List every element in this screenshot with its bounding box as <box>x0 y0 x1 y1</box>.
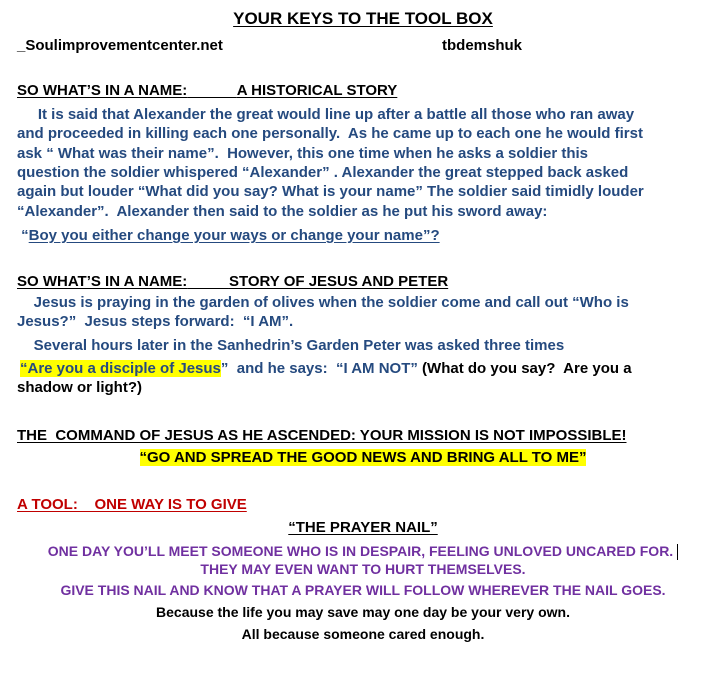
highlighted-question: “Are you a disciple of Jesus <box>20 360 221 377</box>
paragraph-line: and proceeded in killing each one personally. As he came up to each one he would first <box>17 125 643 142</box>
paragraph-line: Several hours later in the Sanhedrin’s Garden Peter was asked three times <box>17 337 565 354</box>
peter-line <box>20 360 632 378</box>
section2-heading <box>17 273 448 291</box>
section4-heading: A TOOL: ONE WAY IS TO GIVE <box>17 496 247 513</box>
quote-open: “ <box>17 227 29 244</box>
alexander-quote <box>17 227 440 245</box>
document-title: YOUR KEYS TO THE TOOL BOX <box>233 9 493 28</box>
aside-text-continued: shadow or light?) <box>17 379 142 396</box>
purple-line-text: ONE DAY YOU’LL MEET SOMEONE WHO IS IN DESPAIR, FEELING UNLOVED UNCARED FOR. <box>47 543 674 559</box>
paragraph-line: Jesus is praying in the garden of olives when the soldier come and call out “Who is <box>17 294 629 311</box>
closing-line: Because the life you may save may one day be your very own. <box>156 604 570 620</box>
text-cursor <box>677 544 678 560</box>
paragraph-line: ask “ What was their name”. However, this one time when he asks a soldier this <box>17 145 589 162</box>
purple-line <box>0 542 726 560</box>
purple-line: GIVE THIS NAIL AND KNOW THAT A PRAYER WILL FOLLOW WHEREVER THE NAIL GOES. <box>60 582 666 598</box>
highlighted-command: “GO AND SPREAD THE GOOD NEWS AND BRING ALL TO ME” <box>139 449 587 466</box>
quote-text: Boy you either change your ways or change your name”? <box>28 227 440 244</box>
paragraph-line: It is said that Alexander the great would line up after a battle all those who ran away <box>17 106 635 123</box>
aside-text: (What do you say? Are you a <box>417 360 632 377</box>
command-line <box>0 449 726 467</box>
section1-heading <box>17 82 397 100</box>
prayer-nail-title: “THE PRAYER NAIL” <box>288 519 438 536</box>
purple-line: THEY MAY EVEN WANT TO HURT THEMSELVES. <box>200 561 526 577</box>
site-name: _Soulimprovementcenter.net <box>17 37 223 54</box>
paragraph-line: “Alexander”. Alexander then said to the soldier as he put his sword away: <box>17 203 548 220</box>
paragraph-line: question the soldier whispered “Alexander” . Alexander the great stepped back asked <box>17 164 629 181</box>
section3-heading: THE COMMAND OF JESUS AS HE ASCENDED: YOUR MISSION IS NOT IMPOSSIBLE! <box>17 427 627 444</box>
peter-answer: ” and he says: “I AM NOT” <box>220 360 418 377</box>
section2-heading-left: SO WHAT’S IN A NAME: <box>17 273 188 290</box>
author-name: tbdemshuk <box>442 37 523 54</box>
paragraph-line: Jesus?” Jesus steps forward: “I AM”. <box>17 313 294 330</box>
section1-heading-left: SO WHAT’S IN A NAME: <box>17 82 188 99</box>
closing-line: All because someone cared enough. <box>241 626 485 642</box>
section2-heading-right: STORY OF JESUS AND PETER <box>228 273 449 290</box>
section1-heading-right: A HISTORICAL STORY <box>236 82 398 99</box>
paragraph-line: again but louder “What did you say? What is your name” The soldier said timidly louder <box>17 183 644 200</box>
